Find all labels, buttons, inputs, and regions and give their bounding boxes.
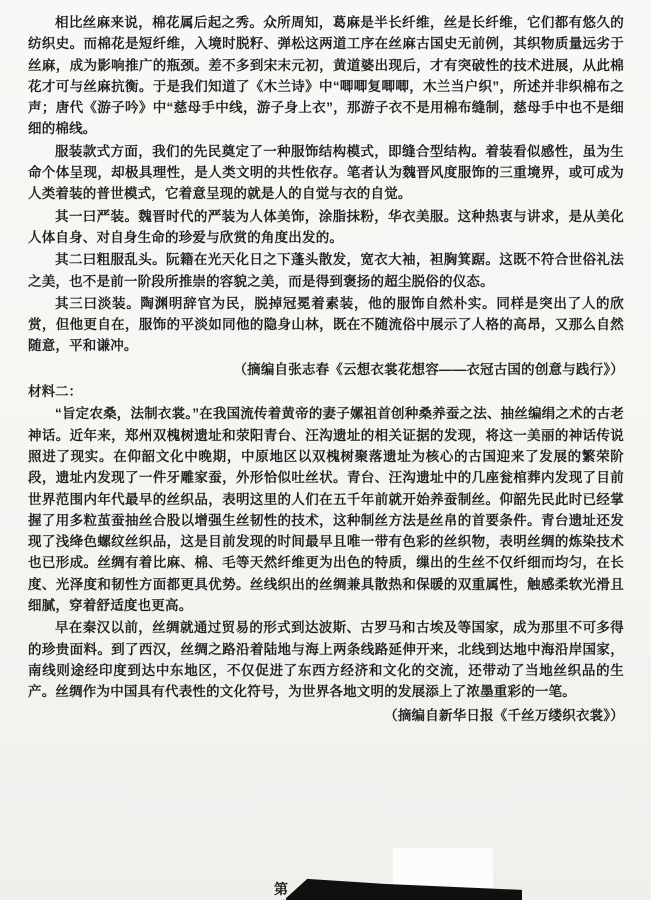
material1-paragraph-5: 其三曰淡装。陶渊明辞官为民，脱掉冠冕着素装，他的服饰自然朴实。同样是突出了人的欣赏，但他更自在，服饰的平淡如同他的隐身山林，既在不随流俗中展示了人格的高昂，又那么自然随意，平和谦冲。 [28,295,624,354]
material1-paragraph-4: 其二曰粗服乱头。阮籍在光天化日之下蓬头散发，宽衣大袖，袒胸箕踞。这既不符合世俗礼法之美，也不是前一阶段所推崇的容貌之美，而是得到褒扬的超尘脱俗的仪态。 [28,252,624,289]
material1-attribution: （摘编自张志春《云想衣裳花想容——衣冠古国的创意与践行》） [233,361,624,377]
material1-paragraph-3: 其一曰严装。魏晋时代的严装为人体美饰，涂脂抹粉，华衣美服。这种热衷与讲求，是从美化人体自身、对自身生命的珍爱与欣赏的角度出发的。 [28,208,624,245]
material2-paragraph-1: “旨定农桑，法制衣裳。”在我国流传着黄帝的妻子嫘祖首创种桑养蚕之法、抽丝编绢之术的古老神话。近年来，郑州双槐树遗址和荥阳青台、汪沟遗址的相关证据的发现，将这一美丽的神话传说照进了现实。在仰韶文化中晚期，中原地区以双槐树聚落遗址为核心的古国迎来了发展的繁荣阶段，遗址内发现了一件牙雕家蚕，外形恰似吐丝状。青台、汪沟遗址中的几座瓮棺葬内发现了目前世界范围内年代最早的丝织品，表明这里的人们在五千年前就开始养蚕制丝。仰韶先民此时已经掌握了用多粒茧蚕抽丝合股以增强生丝韧性的技术，这种制丝方法是丝帛的首要条件。青台遗址还发现了浅绛色螺纹丝织品，这是目前发现的时间最早且唯一带有色彩的丝织物，表明丝绸的炼染技术也已形成。丝绸有着比麻、棉、毛等天然纤维更为出色的特质，缫出的生丝不仅纤细而均匀，在长度、光泽度和韧性方面都更具优势。丝线织出的丝绸兼具散热和保暖的双重属性，触感柔软光滑且细腻，穿着舒适度也更高。 [28,406,624,614]
material2-paragraph-2: 早在秦汉以前，丝绸就通过贸易的形式到达波斯、古罗马和古埃及等国家，成为那里不可多得的珍贵面料。到了西汉，丝绸之路沿着陆地与海上两条线路延伸开来，北线到达地中海沿岸国家，南线则途经印度到达中东地区，不仅促进了东西方经济和文化的交流，还带动了当地丝织品的生产。丝绸作为中国具有代表性的文化符号，为世界各地文明的发展添上了浓墨重彩的一笔。 [28,620,624,700]
page-footer-marker: 第 [274,881,288,897]
scan-artifact-white-box [393,848,493,888]
material2-label: 材料二： [28,384,82,400]
material1-paragraph-2: 服装款式方面，我们的先民奠定了一种服饰结构模式，即缝合型结构。着装看似感性，虽为生命个体呈现，却极具理性，是人类文明的共性依存。笔者认为魏晋风度服饰的三重境界，或可成为人类着装的普世模式，它着意呈现的就是人的自觉与衣的自觉。 [28,143,624,202]
material1-paragraph-1: 相比丝麻来说，棉花属后起之秀。众所周知，葛麻是半长纤维，丝是长纤维，它们都有悠久的纺织史。而棉花是短纤维，入境时脱籽、弹松这两道工序在丝麻古国史无前例，其织物质量远劣于丝麻，成为影响推广的瓶颈。差不多到宋末元初，黄道婆出现后，才有突破性的技术进展，从此棉花才可与丝麻抗衡。于是我们知道了《木兰诗》中“唧唧复唧唧，木兰当户织”，所述并非织棉布之声；唐代《游子吟》中“慈母手中线，游子身上衣”，那游子衣不是用棉布缝制，慈母手中也不是细细的棉线。 [28,15,624,137]
material2-attribution: （摘编自新华日报《千丝万缕织衣裳》） [384,707,624,723]
